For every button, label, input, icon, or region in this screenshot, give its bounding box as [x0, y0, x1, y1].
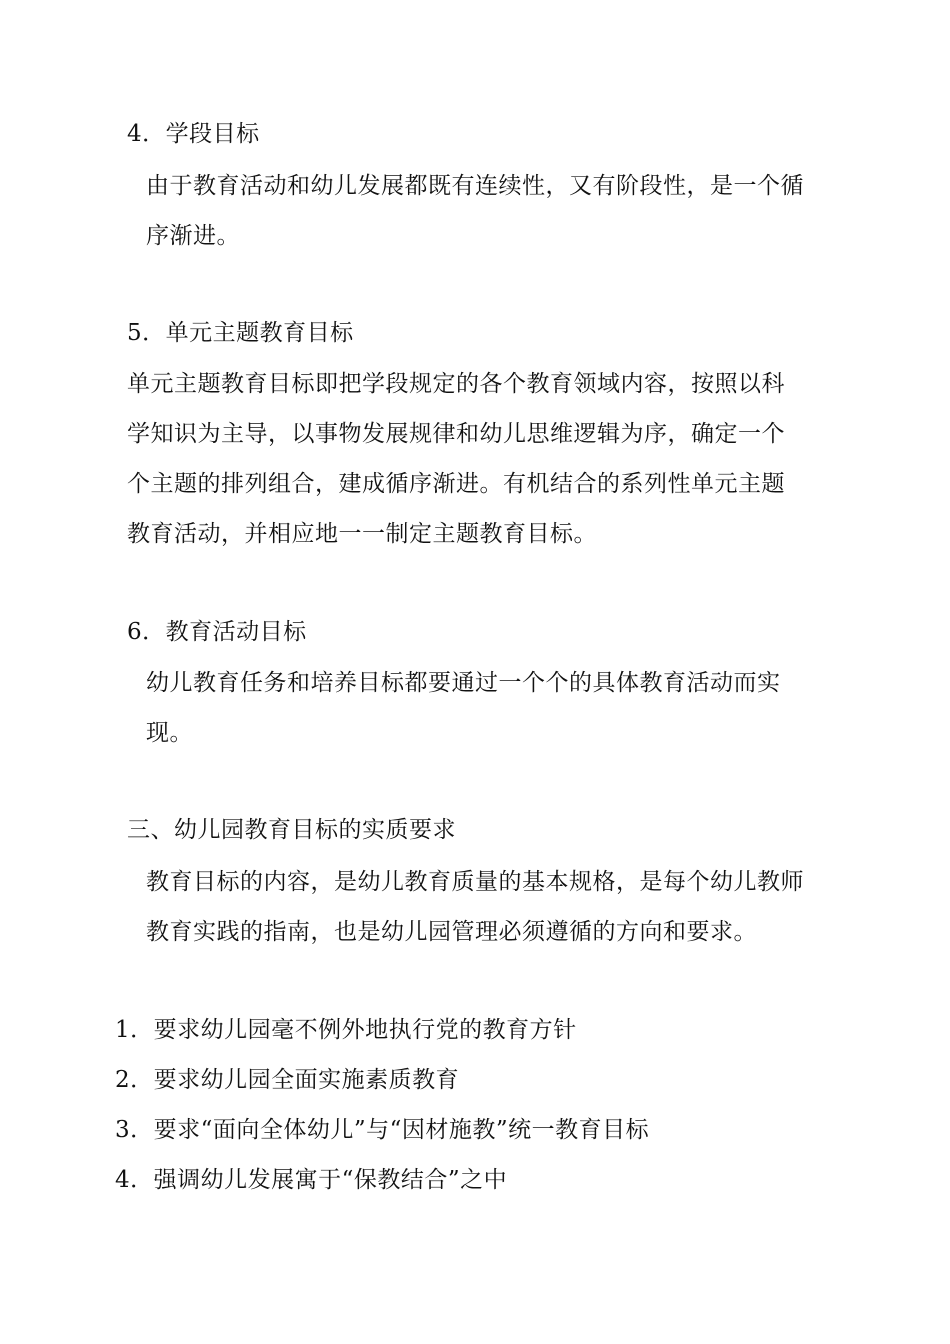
requirement-item-3: 3．要求“面向全体幼儿”与“因材施教”统一教育目标: [115, 1117, 650, 1143]
section-5-body-line-1: 单元主题教育目标即把学段规定的各个教育领域内容，按照以科: [127, 371, 785, 397]
section-4-heading: 4．学段目标: [127, 121, 260, 147]
section-5-body-line-2: 学知识为主导，以事物发展规律和幼儿思维逻辑为序，确定一个: [127, 421, 785, 447]
section-5-body-line-4: 教育活动，并相应地一一制定主题教育目标。: [127, 521, 597, 547]
requirement-item-1: 1．要求幼儿园毫不例外地执行党的教育方针: [115, 1017, 577, 1043]
requirement-item-4: 4．强调幼儿发展寓于“保教结合”之中: [115, 1167, 508, 1193]
part-3-heading: 三、幼儿园教育目标的实质要求: [127, 817, 456, 843]
section-6-body-line-2: 现。: [146, 720, 193, 746]
part-3-body-line-1: 教育目标的内容，是幼儿教育质量的基本规格，是每个幼儿教师: [146, 869, 804, 895]
section-5-heading: 5．单元主题教育目标: [127, 320, 354, 346]
section-6-body-line-1: 幼儿教育任务和培养目标都要通过一个个的具体教育活动而实: [146, 670, 781, 696]
section-5-body-line-3: 个主题的排列组合，建成循序渐进。有机结合的系列性单元主题: [127, 471, 785, 497]
section-4-body-line-2: 序渐进。: [146, 223, 240, 249]
part-3-body-line-2: 教育实践的指南，也是幼儿园管理必须遵循的方向和要求。: [146, 919, 757, 945]
section-4-body-line-1: 由于教育活动和幼儿发展都既有连续性，又有阶段性，是一个循: [146, 173, 804, 199]
requirement-item-2: 2．要求幼儿园全面实施素质教育: [115, 1067, 460, 1093]
section-6-heading: 6．教育活动目标: [127, 619, 307, 645]
